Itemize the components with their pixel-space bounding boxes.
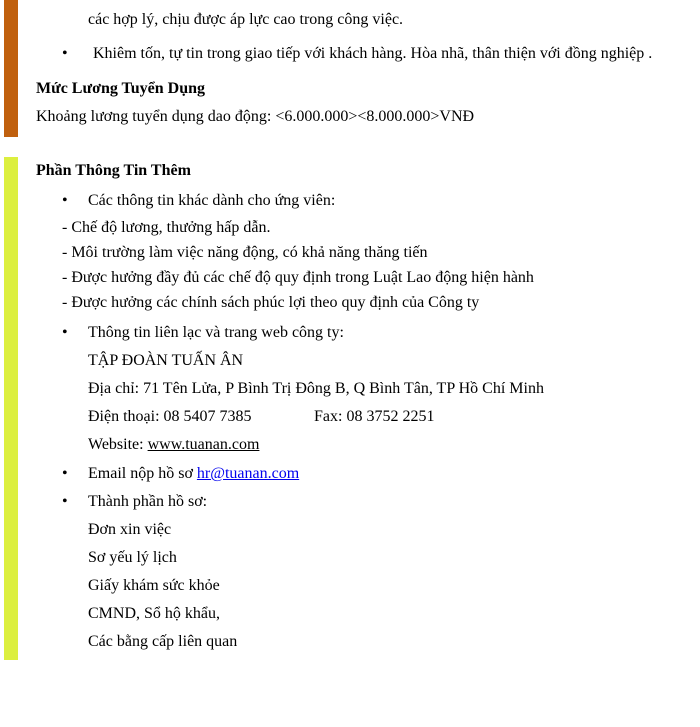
section-accent-bar-top xyxy=(4,0,18,137)
contact-info-label: Thông tin liên lạc và trang web công ty: xyxy=(88,324,344,341)
email-link[interactable]: hr@tuanan.com xyxy=(196,465,300,482)
bullet-icon xyxy=(62,492,68,512)
benefit-item: - Được hưởng các chính sách phúc lợi theo quy định của Công ty xyxy=(62,294,480,311)
company-address: Địa chỉ: 71 Tên Lửa, P Bình Trị Đông B, Q Bình Tân, TP Hồ Chí Minh xyxy=(88,380,544,397)
website-link[interactable]: www.tuanan.com xyxy=(147,436,260,453)
bullet-icon xyxy=(62,464,68,484)
document-item: Đơn xin việc xyxy=(88,521,172,538)
salary-heading: Mức Lương Tuyển Dụng xyxy=(36,80,205,97)
bullet-icon xyxy=(62,191,68,211)
salary-range: Khoảng lương tuyển dụng dao động: <6.000.000><8.000.000>VNĐ xyxy=(36,108,475,125)
website-label: Website: xyxy=(88,436,148,453)
document-item: Các bằng cấp liên quan xyxy=(88,633,238,650)
company-fax: Fax: 08 3752 2251 xyxy=(314,408,435,425)
documents-label: Thành phần hồ sơ: xyxy=(88,493,208,510)
document-item: CMND, Sổ hộ khẩu, xyxy=(88,605,221,622)
extra-info-heading: Phần Thông Tin Thêm xyxy=(36,162,191,179)
requirement-continuation: các hợp lý, chịu được áp lực cao trong công việc. xyxy=(88,11,404,28)
email-label: Email nộp hồ sơ xyxy=(88,465,197,482)
company-name: TẬP ĐOÀN TUẤN ÂN xyxy=(88,352,244,369)
benefit-item: - Môi trường làm việc năng động, có khả năng thăng tiến xyxy=(62,244,428,261)
document-item: Giấy khám sức khỏe xyxy=(88,577,220,594)
requirement-bullet-text: Khiêm tốn, tự tin trong giao tiếp với khách hàng. Hòa nhã, thân thiện với đồng nghiệp . xyxy=(93,45,653,62)
bullet-icon xyxy=(62,323,68,343)
benefit-item: - Chế độ lương, thưởng hấp dẫn. xyxy=(62,219,271,236)
company-phone: Điện thoại: 08 5407 7385 xyxy=(88,408,252,425)
bullet-icon xyxy=(62,44,68,64)
section-accent-bar-bottom xyxy=(4,157,18,660)
other-info-label: Các thông tin khác dành cho ứng viên: xyxy=(88,192,336,209)
document-item: Sơ yếu lý lịch xyxy=(88,549,177,566)
website-row xyxy=(88,435,259,455)
email-row xyxy=(88,464,299,484)
benefit-item: - Được hưởng đầy đủ các chế độ quy định trong Luật Lao động hiện hành xyxy=(62,269,534,286)
